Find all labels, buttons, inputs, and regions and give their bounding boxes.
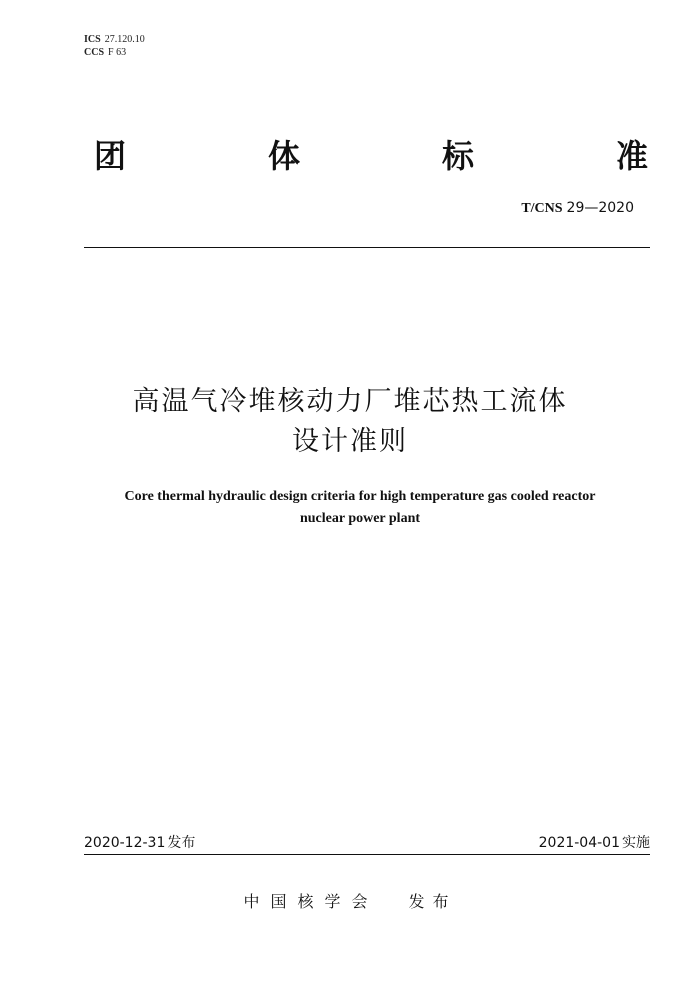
issue-date: 2020-12-31 <box>84 835 166 851</box>
english-title-line-1: Core thermal hydraulic design criteria for high temperature gas cooled reactor <box>124 489 596 504</box>
ccs-code <box>84 46 145 59</box>
ccs-value: F 63 <box>108 47 127 58</box>
title-char-4: 准 <box>615 137 648 175</box>
standard-number-value: 29—2020 <box>566 200 634 216</box>
effective-date-block <box>539 832 650 852</box>
chinese-title-line-1: 高温气冷堆核动力厂堆芯热工流体 <box>132 386 568 417</box>
title-char-2: 体 <box>267 137 300 175</box>
ics-label: ICS <box>84 34 101 45</box>
issue-date-block <box>84 832 195 852</box>
title-char-1: 团 <box>94 137 127 175</box>
footer-divider <box>84 854 650 855</box>
ics-value: 27.120.10 <box>104 34 145 45</box>
chinese-title <box>0 382 700 462</box>
publisher-line <box>0 889 700 912</box>
dates-row <box>84 832 650 852</box>
standard-number <box>521 200 634 217</box>
publish-action: 发布 <box>408 892 457 911</box>
effective-label: 实施 <box>622 835 650 851</box>
document-type-title <box>94 132 648 176</box>
standard-prefix: T/CNS <box>521 201 563 216</box>
english-title <box>60 486 660 530</box>
effective-date: 2021-04-01 <box>538 835 620 851</box>
classification-codes <box>84 33 145 59</box>
publisher-name: 中国核学会 <box>243 892 379 911</box>
title-char-3: 标 <box>441 137 474 175</box>
header-divider <box>84 247 650 248</box>
issue-label: 发布 <box>167 835 196 851</box>
english-title-line-2: nuclear power plant <box>299 511 421 526</box>
ccs-label: CCS <box>84 47 105 58</box>
chinese-title-line-2: 设计准则 <box>292 426 408 457</box>
ics-code <box>84 33 145 46</box>
